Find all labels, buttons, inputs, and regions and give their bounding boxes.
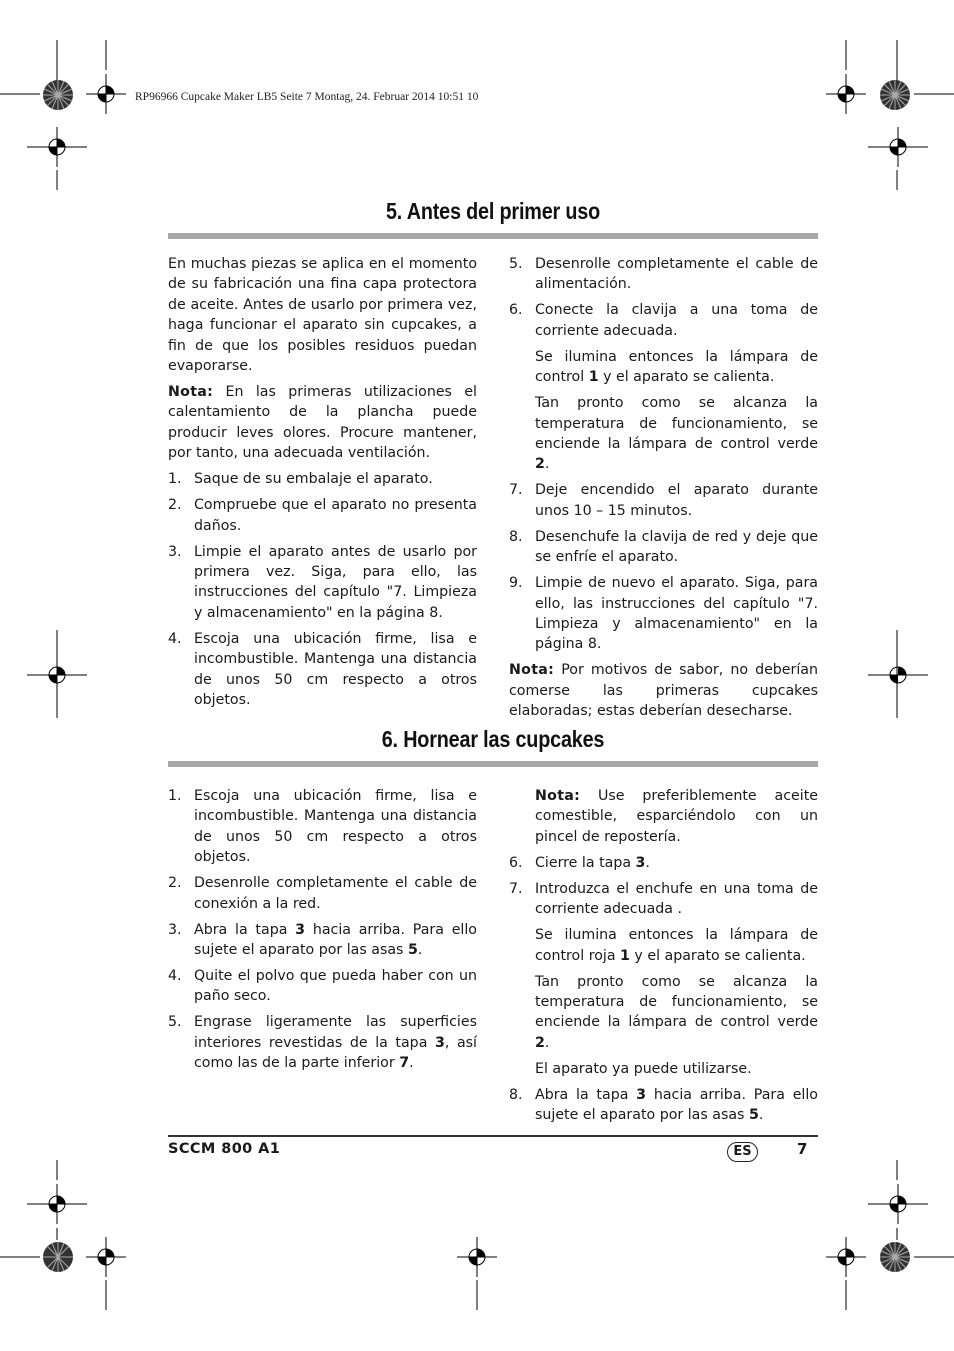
item-text: Desenchufe la clavija de red y deje que se enfríe el aparato. [535, 528, 818, 566]
note-paragraph [509, 660, 818, 721]
section-divider [168, 761, 818, 767]
item-number: 7. [509, 482, 523, 499]
item-number: 3. [168, 543, 182, 560]
item-number: 2. [168, 497, 182, 514]
part-reference: 5 [748, 1107, 759, 1124]
item-number: 6. [509, 854, 523, 871]
item-text: Conecte la clavija a una toma de corriente adecuada. [535, 302, 818, 339]
list-item [509, 853, 818, 873]
text-run: , así como las de la parte inferior [194, 1034, 477, 1072]
item-text: Deje encendido el aparato durante unos 10 – 15 minutos. [535, 482, 818, 519]
text-run: . [758, 1107, 764, 1124]
list-item [509, 879, 818, 920]
footer-divider [168, 1135, 818, 1137]
part-reference: 1 [588, 369, 599, 386]
sub-text: y el aparato se calienta. [629, 947, 806, 964]
text-run: Abra la tapa [535, 1086, 637, 1103]
item-text [535, 853, 818, 873]
note-paragraph [168, 382, 477, 464]
color-target-icon [879, 1241, 911, 1273]
item-text: Desenrolle completamente el cable de conexión a la red. [194, 875, 477, 912]
color-target-icon [42, 1241, 74, 1273]
list-item [168, 629, 477, 711]
text-run: Engrase ligeramente las superficies interiores revestidas de la tapa [194, 1014, 477, 1051]
right-column [509, 254, 818, 727]
color-target-icon [879, 79, 911, 111]
list-item [509, 573, 818, 655]
part-reference: 3 [635, 854, 646, 871]
item-number: 1. [168, 471, 182, 488]
list-item [509, 1085, 818, 1126]
print-header: RP96966 Cupcake Maker LB5 Seite 7 Montag, 24. Februar 2014 10:51 10 [135, 91, 479, 103]
item-text: Introduzca el enchufe en una toma de corriente adecuada . [535, 880, 818, 918]
part-reference: 2 [535, 1034, 545, 1051]
item-text [194, 920, 477, 961]
sub-paragraph: El aparato ya puede utilizarse. [535, 1060, 752, 1077]
list-item [509, 254, 818, 295]
item-text: Escoja una ubicación firme, lisa e incombustible. Mantenga una distancia de unos 50 cm respecto a otros objetos. [194, 630, 477, 709]
sub-text: Se ilumina entonces la lámpara de control roja [535, 927, 818, 964]
text-run: . [645, 854, 650, 871]
item-number: 8. [509, 528, 523, 545]
page-number: 7 [797, 1140, 808, 1158]
right-column [509, 786, 818, 1131]
sub-paragraph [535, 972, 818, 1054]
section-title: 5. Antes del primer uso [385, 198, 601, 224]
item-number: 8. [509, 1086, 523, 1103]
note-text: Use preferiblemente aceite comestible, esparciéndolo con un pincel de repostería. [535, 788, 818, 845]
item-number: 5. [509, 256, 523, 272]
note-text: Por motivos de sabor, no deberían comerse las primeras cupcakes elaboradas; estas deberían desecharse. [509, 662, 818, 720]
part-reference: 2 [535, 456, 545, 473]
item-text [194, 1012, 477, 1073]
intro-paragraph: En muchas piezas se aplica en el momento de su fabricación una fina capa protectora de aceite. Antes de usarlo por primera vez, haga funcionar el aparato sin cupcakes, a fin de que los posibles residuos puedan evaporarse. [168, 256, 477, 375]
list-item [509, 300, 818, 341]
sub-paragraph [535, 393, 818, 475]
list-item [168, 873, 477, 914]
text-run: . [417, 942, 423, 959]
note-label: Nota: [535, 788, 581, 804]
part-reference: 1 [620, 947, 630, 964]
text-run: Cierre la tapa [535, 854, 636, 871]
sub-text: Tan pronto como se alcanza la temperatura de funcionamiento, se enciende la lámpara de control verde [535, 395, 818, 453]
list-item [168, 786, 477, 868]
item-text: Saque de su embalaje el aparato. [194, 471, 433, 488]
item-text: Escoja una ubicación firme, lisa e incombustible. Mantenga una distancia de unos 50 cm respecto a otros objetos. [194, 788, 477, 866]
list-item [168, 920, 477, 961]
model-number: SCCM 800 A1 [168, 1141, 281, 1157]
sub-text: . [544, 1034, 550, 1051]
text-run: hacia arriba. Para ello sujete el aparato por las asas [194, 921, 477, 959]
note-label: Nota: [168, 384, 214, 401]
note-label: Nota: [509, 662, 555, 679]
sub-paragraph [535, 347, 818, 388]
part-reference: 3 [636, 1086, 647, 1103]
color-target-icon [42, 79, 74, 111]
text-run: hacia arriba. Para ello sujete el aparato por las asas [535, 1086, 818, 1124]
item-text: Compruebe que el aparato no presenta daños. [194, 497, 477, 534]
item-number: 5. [168, 1014, 182, 1031]
item-text [535, 1085, 818, 1126]
item-number: 1. [168, 788, 182, 804]
left-column [168, 786, 477, 1079]
item-number: 6. [509, 302, 523, 319]
item-number: 7. [509, 880, 523, 897]
item-number: 4. [168, 968, 182, 985]
list-item [168, 542, 477, 624]
sub-text: y el aparato se calienta. [598, 369, 775, 386]
list-item [168, 966, 477, 1007]
sub-text: . [544, 456, 550, 473]
sub-paragraph [535, 925, 818, 966]
text-run: . [409, 1055, 414, 1072]
list-item [168, 469, 477, 489]
language-badge: ES [727, 1142, 758, 1162]
list-item [168, 1012, 477, 1073]
sub-text: Tan pronto como se alcanza la temperatura de funcionamiento, se enciende la lámpara de control verde [535, 973, 818, 1031]
part-reference: 3 [295, 921, 306, 938]
list-item [509, 527, 818, 568]
item-number: 3. [168, 921, 182, 938]
part-reference: 5 [407, 942, 418, 959]
text-run: Abra la tapa [194, 921, 296, 938]
item-text: Limpie el aparato antes de usarlo por primera vez. Siga, para ello, las instrucciones del capítulo "7. Limpieza y almacenamiento" en la página 8. [194, 543, 477, 621]
note-text: En las primeras utilizaciones el calentamiento de la plancha puede producir leves olores. Procure mantener, por tanto, una adecuada ventilación. [168, 384, 477, 462]
item-text: Limpie de nuevo el aparato. Siga, para ello, las instrucciones del capítulo "7. Limpieza y almacenamiento" en la página 8. [535, 575, 818, 653]
note-paragraph [535, 786, 818, 847]
list-item [509, 480, 818, 521]
left-column [168, 254, 477, 716]
item-text: Desenrolle completamente el cable de alimentación. [535, 256, 818, 293]
item-text: Quite el polvo que pueda haber con un paño seco. [194, 968, 477, 1005]
list-item [168, 495, 477, 536]
item-number: 4. [168, 630, 182, 647]
item-number: 2. [168, 875, 182, 892]
section-divider [168, 233, 818, 239]
part-reference: 3 [434, 1034, 445, 1051]
part-reference: 7 [399, 1055, 410, 1072]
item-number: 9. [509, 575, 523, 592]
section-title: 6. Hornear las cupcakes [381, 726, 605, 752]
sub-text: Se ilumina entonces la lámpara de control [535, 348, 818, 386]
